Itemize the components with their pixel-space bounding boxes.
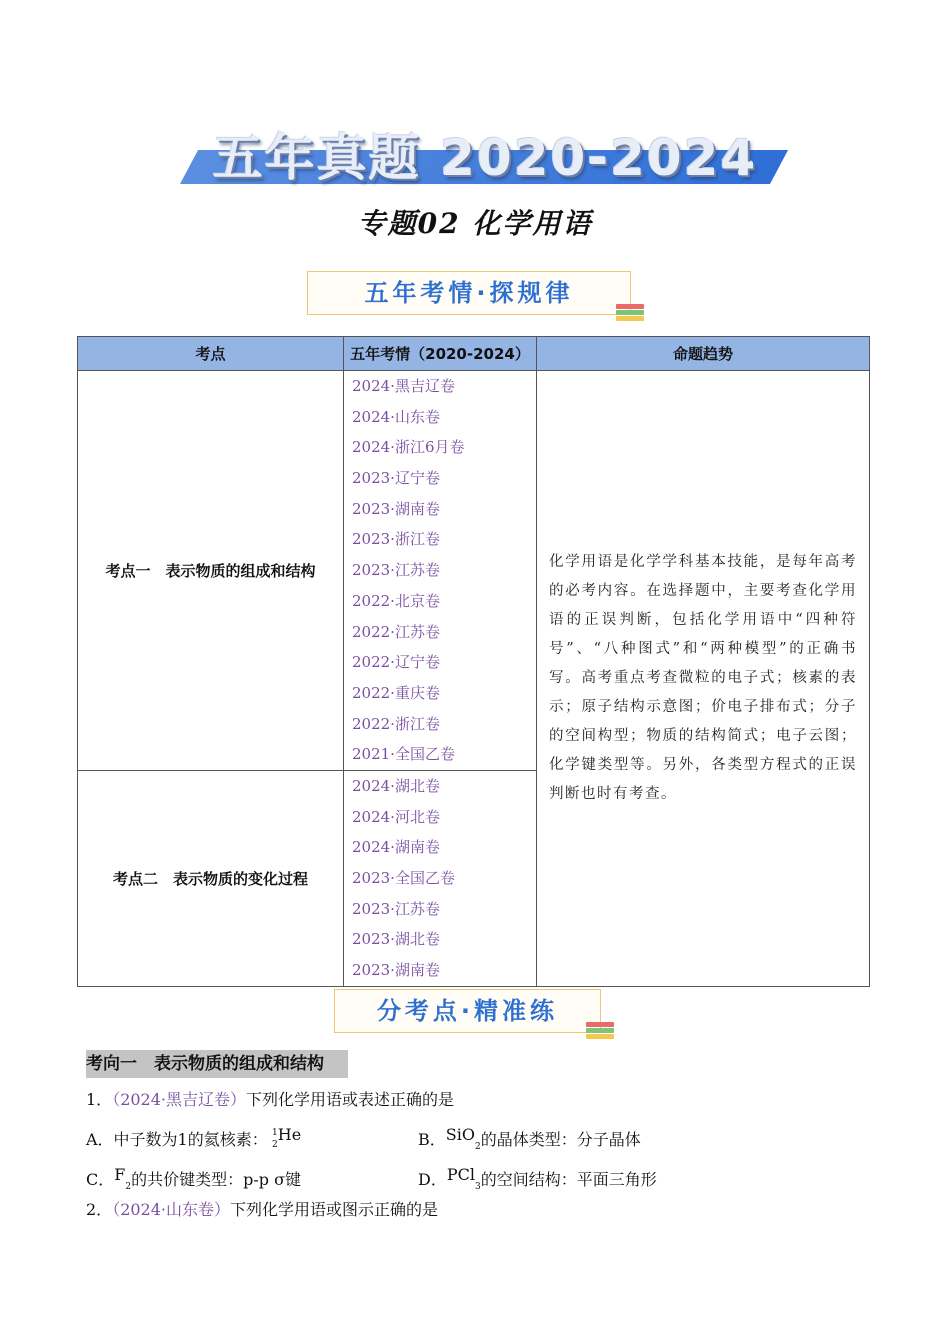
point-two-sources: [344, 771, 537, 987]
banner-title: 五年真题 2020-2024: [212, 129, 758, 187]
source-item: 2023·江苏卷: [352, 561, 440, 580]
question-2: [86, 1199, 438, 1221]
option-b-text: 的晶体类型：分子晶体: [480, 1130, 641, 1149]
source-item: 2023·湖南卷: [352, 961, 440, 980]
option-a: [86, 1124, 301, 1151]
source-item: 2023·浙江卷: [352, 530, 440, 549]
source-item: 2021·全国乙卷: [352, 745, 455, 764]
question-source: （2024·山东卷）: [112, 1200, 230, 1219]
source-item: 2022·北京卷: [352, 591, 440, 610]
source-item: 2022·辽宁卷: [352, 653, 440, 672]
element-symbol: He: [277, 1125, 302, 1144]
formula-subscript: 3: [474, 1182, 481, 1192]
option-d-label: D．: [418, 1170, 447, 1189]
source-item: 2024·浙江6月卷: [352, 438, 465, 457]
question-number: 1．: [86, 1090, 113, 1109]
option-d-text: 的空间结构：平面三角形: [480, 1170, 657, 1189]
formula-subscript: 2: [474, 1142, 481, 1152]
header-trend: 命题趋势: [537, 337, 870, 371]
section-tag-trend-label: 五年考情·探规律: [364, 279, 574, 307]
atomic-number: 2: [272, 1140, 278, 1150]
option-c-text: 的共价键类型：p-p σ键: [131, 1170, 301, 1189]
formula: SiO: [445, 1125, 475, 1144]
source-item: 2022·重庆卷: [352, 683, 440, 702]
table-header-row: [78, 337, 870, 371]
trend-text: 化学用语是化学学科基本技能，是每年高考的必考内容。在选择题中，主要考查化学用语的正误判断，包括化学用语中“四种符号”、“八种图式”和“两种模型”的正确书写。高考重点考查微粒的电子式；核素的表示；原子结构示意图；价电子排布式；分子的空间构型；物质的结构简式；电子云图；化学键类型等。另外，各类型方程式的正误判断也时有考查。: [537, 371, 870, 987]
topic-heading: 考向一 表示物质的组成和结构: [86, 1050, 348, 1078]
option-c: [86, 1164, 301, 1198]
formula-subscript: 2: [125, 1182, 132, 1192]
section-tag-trend: [307, 271, 631, 315]
page-subtitle: 专题02 化学用语: [357, 207, 593, 240]
formula: PCl: [446, 1165, 475, 1184]
question-stem: 下列化学用语或图示正确的是: [230, 1200, 439, 1219]
point-one-sources: [344, 371, 537, 771]
question-stem: 下列化学用语或表述正确的是: [246, 1090, 455, 1109]
source-item: 2024·湖北卷: [352, 777, 440, 795]
header-years: 五年考情（2020-2024）: [344, 337, 537, 371]
question-source: （2024·黑吉辽卷）: [112, 1090, 246, 1109]
option-b: [418, 1124, 641, 1158]
nuclide-notation: [268, 1124, 278, 1150]
point-two: 考点二 表示物质的变化过程: [78, 771, 344, 987]
source-item: 2023·湖北卷: [352, 930, 440, 949]
question-number: 2．: [86, 1200, 113, 1219]
source-item: 2024·山东卷: [352, 407, 440, 426]
source-item: 2022·江苏卷: [352, 622, 440, 641]
source-item: 2024·湖南卷: [352, 838, 440, 857]
header-point: 考点: [78, 337, 344, 371]
source-item: 2024·河北卷: [352, 807, 440, 826]
mass-number: 1: [272, 1128, 278, 1138]
section-tag-practice: [334, 989, 601, 1033]
exam-analysis-table: [77, 336, 870, 987]
option-d: [418, 1164, 657, 1198]
books-icon: [586, 1022, 616, 1040]
source-item: 2022·浙江卷: [352, 714, 440, 733]
option-b-label: B．: [418, 1130, 446, 1149]
question-1: [86, 1089, 454, 1111]
formula: F: [114, 1165, 126, 1184]
books-icon: [616, 304, 646, 322]
title-banner: [180, 118, 770, 186]
source-item: 2023·江苏卷: [352, 899, 440, 918]
option-c-label: C．: [86, 1170, 115, 1189]
section-tag-practice-label: 分考点·精准练: [376, 997, 559, 1025]
point-one: 考点一 表示物质的组成和结构: [78, 371, 344, 771]
source-item: 2024·黑吉辽卷: [352, 377, 455, 395]
source-item: 2023·全国乙卷: [352, 869, 455, 888]
source-item: 2023·湖南卷: [352, 499, 440, 518]
option-a-label: A．中子数为1的氦核素：: [86, 1130, 268, 1149]
table-row: [78, 371, 870, 771]
source-item: 2023·辽宁卷: [352, 469, 440, 488]
